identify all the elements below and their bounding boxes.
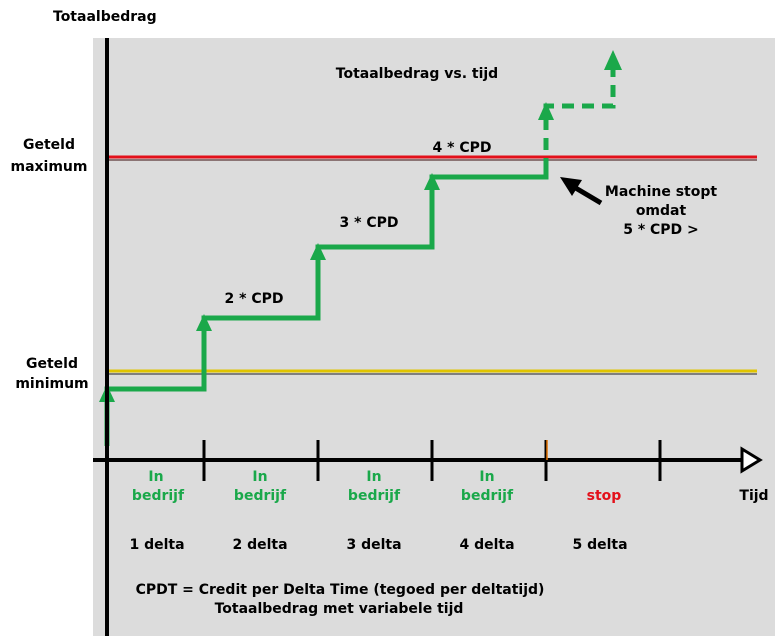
interval-1-state-line2: bedrijf [131, 488, 185, 504]
maximum-line [107, 157, 757, 160]
diagram-background [93, 38, 775, 636]
interval-3-state-line1: In [366, 469, 382, 485]
interval-5-state: stop [586, 488, 622, 504]
interval-4-state-line1: In [479, 469, 495, 485]
step-label-2: 2 * CPD [224, 291, 284, 307]
footnote-subtitle: Totaalbedrag met variabele tijd [214, 601, 464, 617]
annotation-line2: omdat [635, 203, 687, 219]
interval-4-delta: 4 delta [459, 537, 515, 553]
interval-1-delta: 1 delta [129, 537, 185, 553]
interval-1-state-line1: In [148, 469, 164, 485]
x-axis-title: Tijd [739, 488, 769, 504]
y-axis-title: Totaalbedrag [53, 9, 157, 25]
footnote-definition: CPDT = Credit per Delta Time (tegoed per deltatijd) [135, 582, 545, 598]
step-label-4: 4 * CPD [432, 140, 492, 156]
interval-3-delta: 3 delta [346, 537, 402, 553]
diagram-title: Totaalbedrag vs. tijd [335, 66, 499, 82]
min-label-line1: Geteld [26, 356, 78, 372]
interval-4-state-line2: bedrijf [460, 488, 514, 504]
step-label-3: 3 * CPD [339, 215, 399, 231]
annotation-line1: Machine stopt [604, 184, 718, 200]
interval-2-delta: 2 delta [232, 537, 288, 553]
annotation-line3: 5 * CPD > [623, 222, 699, 238]
interval-5-delta: 5 delta [572, 537, 628, 553]
interval-2-state-line1: In [252, 469, 268, 485]
min-label-line2: minimum [15, 376, 89, 392]
interval-2-state-line2: bedrijf [233, 488, 287, 504]
max-label-line1: Geteld [23, 137, 75, 153]
interval-3-state-line2: bedrijf [347, 488, 401, 504]
max-label-line2: maximum [10, 159, 88, 175]
